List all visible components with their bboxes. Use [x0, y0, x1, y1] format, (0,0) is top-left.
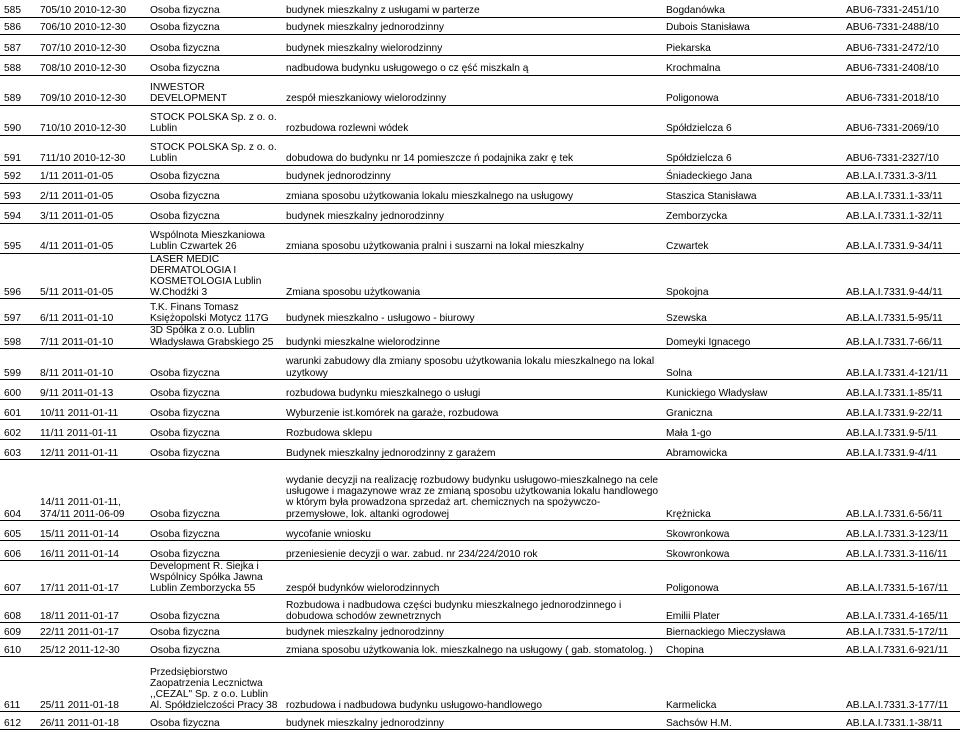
- case-reference-cell: AB.LA.I.7331.5-172/11: [842, 623, 960, 639]
- case-reference-cell: AB.LA.I.7331.1-33/11: [842, 183, 960, 203]
- location-cell: Czwartek: [662, 223, 842, 253]
- investor-cell: Development R. Siejka i Wspólnicy Spółka Jawna Lublin Zemborzycka 55: [146, 560, 282, 595]
- description-cell: budynek mieszkalny jednorodzinny: [282, 17, 662, 34]
- investor-cell: Osoba fizyczna: [146, 17, 282, 34]
- description-cell: budynek mieszkalny wielorodzinny: [282, 34, 662, 55]
- case-reference-cell: ABU6-7331-2488/10: [842, 17, 960, 34]
- description-cell: budynek jednorodzinny: [282, 165, 662, 183]
- case-reference-cell: AB.LA.I.7331.4-121/11: [842, 348, 960, 379]
- row-number-cell: 601: [0, 399, 36, 419]
- decision-number-cell: 17/11 2011-01-17: [36, 560, 146, 595]
- case-reference-cell: AB.LA.I.7331.6-921/11: [842, 639, 960, 657]
- case-reference-cell: AB.LA.I.7331.5-167/11: [842, 560, 960, 595]
- table-row: [0, 657, 960, 712]
- description-cell: rozbudowa budynku mieszkalnego o usługi: [282, 379, 662, 399]
- table-row: [0, 540, 960, 560]
- investor-cell: Osoba fizyczna: [146, 55, 282, 75]
- row-number-cell: 604: [0, 459, 36, 520]
- table-row: [0, 34, 960, 55]
- location-cell: Staszica Stanisława: [662, 183, 842, 203]
- row-number-cell: 608: [0, 595, 36, 623]
- row-number-cell: 596: [0, 253, 36, 299]
- investor-cell: 3D Spółka z o.o. Lublin Władysława Grabskiego 25: [146, 325, 282, 348]
- table-row: [0, 712, 960, 730]
- decision-number-cell: 710/10 2010-12-30: [36, 105, 146, 135]
- row-number-cell: 592: [0, 165, 36, 183]
- table-row: [0, 325, 960, 348]
- table-row: [0, 595, 960, 623]
- decision-number-cell: 18/11 2011-01-17: [36, 595, 146, 623]
- description-cell: nadbudowa budynku usługowego o cz ęść miszkaln ą: [282, 55, 662, 75]
- row-number-cell: 595: [0, 223, 36, 253]
- investor-cell: Osoba fizyczna: [146, 623, 282, 639]
- row-number-cell: 585: [0, 0, 36, 17]
- case-reference-cell: AB.LA.I.7331.9-5/11: [842, 419, 960, 439]
- case-reference-cell: AB.LA.I.7331.1-32/11: [842, 203, 960, 223]
- location-cell: Karmelicka: [662, 657, 842, 712]
- description-cell: Rozbudowa sklepu: [282, 419, 662, 439]
- row-number-cell: 598: [0, 325, 36, 348]
- row-number-cell: 599: [0, 348, 36, 379]
- case-reference-cell: AB.LA.I.7331.3-3/11: [842, 165, 960, 183]
- table-row: [0, 419, 960, 439]
- table-row: [0, 183, 960, 203]
- investor-cell: Osoba fizyczna: [146, 399, 282, 419]
- case-reference-cell: AB.LA.I.7331.3-177/11: [842, 657, 960, 712]
- description-cell: budynek mieszkalny jednorodzinny: [282, 623, 662, 639]
- investor-cell: Osoba fizyczna: [146, 540, 282, 560]
- description-cell: Budynek mieszkalny jednorodzinny z garażem: [282, 439, 662, 459]
- decision-number-cell: 711/10 2010-12-30: [36, 135, 146, 165]
- row-number-cell: 611: [0, 657, 36, 712]
- table-row: [0, 135, 960, 165]
- table-row: [0, 203, 960, 223]
- table-row: [0, 75, 960, 105]
- table-row: [0, 299, 960, 325]
- description-cell: rozbudowa rozlewni wódek: [282, 105, 662, 135]
- decision-number-cell: 1/11 2011-01-05: [36, 165, 146, 183]
- description-cell: rozbudowa i nadbudowa budynku usługowo-handlowego: [282, 657, 662, 712]
- decision-number-cell: 4/11 2011-01-05: [36, 223, 146, 253]
- location-cell: Spokojna: [662, 253, 842, 299]
- case-reference-cell: ABU6-7331-2018/10: [842, 75, 960, 105]
- investor-cell: LASER MEDIC DERMATOLOGIA I KOSMETOLOGIA Lublin W.Chodźki 3: [146, 253, 282, 299]
- table-row: [0, 399, 960, 419]
- investor-cell: Wspólnota Mieszkaniowa Lublin Czwartek 26: [146, 223, 282, 253]
- row-number-cell: 589: [0, 75, 36, 105]
- case-reference-cell: AB.LA.I.7331.9-22/11: [842, 399, 960, 419]
- investor-cell: Osoba fizyczna: [146, 183, 282, 203]
- row-number-cell: 593: [0, 183, 36, 203]
- case-reference-cell: AB.LA.I.7331.1-38/11: [842, 712, 960, 730]
- case-reference-cell: ABU6-7331-2451/10: [842, 0, 960, 17]
- row-number-cell: 607: [0, 560, 36, 595]
- case-reference-cell: AB.LA.I.7331.4-165/11: [842, 595, 960, 623]
- decision-number-cell: 25/11 2011-01-18: [36, 657, 146, 712]
- table-row: [0, 459, 960, 520]
- investor-cell: STOCK POLSKA Sp. z o. o. Lublin: [146, 105, 282, 135]
- investor-cell: Osoba fizyczna: [146, 379, 282, 399]
- decision-number-cell: 6/11 2011-01-10: [36, 299, 146, 325]
- description-cell: budynek mieszkalny jednorodzinny: [282, 203, 662, 223]
- row-number-cell: 609: [0, 623, 36, 639]
- description-cell: budynek mieszkalny z usługami w parterze: [282, 0, 662, 17]
- location-cell: Skowronkowa: [662, 540, 842, 560]
- location-cell: Poligonowa: [662, 75, 842, 105]
- case-reference-cell: ABU6-7331-2069/10: [842, 105, 960, 135]
- description-cell: zmiana sposobu użytkowania pralni i suszarni na lokal mieszkalny: [282, 223, 662, 253]
- case-reference-cell: ABU6-7331-2408/10: [842, 55, 960, 75]
- location-cell: Szewska: [662, 299, 842, 325]
- location-cell: Skowronkowa: [662, 520, 842, 540]
- case-reference-cell: AB.LA.I.7331.3-123/11: [842, 520, 960, 540]
- decision-number-cell: 15/11 2011-01-14: [36, 520, 146, 540]
- row-number-cell: 606: [0, 540, 36, 560]
- location-cell: Poligonowa: [662, 560, 842, 595]
- location-cell: Krężnicka: [662, 459, 842, 520]
- description-cell: budynek mieszkalny jednorodzinny: [282, 712, 662, 730]
- table-row: [0, 105, 960, 135]
- location-cell: Domeyki Ignacego: [662, 325, 842, 348]
- description-cell: budynki mieszkalne wielorodzinne: [282, 325, 662, 348]
- description-cell: zmiana sposobu użytkowania lokalu mieszkalnego na usługowy: [282, 183, 662, 203]
- case-reference-cell: AB.LA.I.7331.6-56/11: [842, 459, 960, 520]
- row-number-cell: 605: [0, 520, 36, 540]
- investor-cell: Osoba fizyczna: [146, 0, 282, 17]
- investor-cell: Osoba fizyczna: [146, 459, 282, 520]
- location-cell: Chopina: [662, 639, 842, 657]
- decision-number-cell: 12/11 2011-01-11: [36, 439, 146, 459]
- row-number-cell: 594: [0, 203, 36, 223]
- case-reference-cell: AB.LA.I.7331.1-85/11: [842, 379, 960, 399]
- description-cell: warunki zabudowy dla zmiany sposobu użytkowania lokalu mieszkalnego na lokal uzytkowy: [282, 348, 662, 379]
- table-row: [0, 223, 960, 253]
- investor-cell: Osoba fizyczna: [146, 439, 282, 459]
- location-cell: Krochmalna: [662, 55, 842, 75]
- description-cell: przeniesienie decyzji o war. zabud. nr 234/224/2010 rok: [282, 540, 662, 560]
- description-cell: zespół budynków wielorodzinnych: [282, 560, 662, 595]
- row-number-cell: 590: [0, 105, 36, 135]
- investor-cell: Osoba fizyczna: [146, 34, 282, 55]
- row-number-cell: 600: [0, 379, 36, 399]
- decision-number-cell: 7/11 2011-01-10: [36, 325, 146, 348]
- description-cell: wydanie decyzji na realizację rozbudowy budynku usługowo-mieszkalnego na cele usługowe i magazynowe wraz ze zmianą sposobu użytkowania lokalu handlowego w którym była prowadzona sprzedaż art. chemicznych na spożywczo-przemysłowe, lok. altanki ogrodowej: [282, 459, 662, 520]
- row-number-cell: 587: [0, 34, 36, 55]
- row-number-cell: 602: [0, 419, 36, 439]
- decision-number-cell: 2/11 2011-01-05: [36, 183, 146, 203]
- investor-cell: T.K. Finans Tomasz Księżopolski Motycz 117G: [146, 299, 282, 325]
- row-number-cell: 612: [0, 712, 36, 730]
- description-cell: wycofanie wniosku: [282, 520, 662, 540]
- decision-number-cell: 707/10 2010-12-30: [36, 34, 146, 55]
- row-number-cell: 591: [0, 135, 36, 165]
- description-cell: Rozbudowa i nadbudowa części budynku mieszkalnego jednorodzinnego i dobudowa schodów zewnetrznych: [282, 595, 662, 623]
- decision-number-cell: 10/11 2011-01-11: [36, 399, 146, 419]
- decision-number-cell: 3/11 2011-01-05: [36, 203, 146, 223]
- investor-cell: Osoba fizyczna: [146, 165, 282, 183]
- row-number-cell: 603: [0, 439, 36, 459]
- investor-cell: Przedsiębiorstwo Zaopatrzenia Lecznictwa ,,CEZAL" Sp. z o.o. Lublin Al. Spółdzielczości Pracy 38: [146, 657, 282, 712]
- case-reference-cell: AB.LA.I.7331.5-95/11: [842, 299, 960, 325]
- location-cell: Dubois Stanisława: [662, 17, 842, 34]
- table-row: [0, 560, 960, 595]
- decision-number-cell: 705/10 2010-12-30: [36, 0, 146, 17]
- location-cell: Bogdanówka: [662, 0, 842, 17]
- table-row: [0, 520, 960, 540]
- investor-cell: INWESTOR DEVELOPMENT: [146, 75, 282, 105]
- table-row: [0, 165, 960, 183]
- description-cell: Wyburzenie ist.komórek na garaże, rozbudowa: [282, 399, 662, 419]
- table-row: [0, 0, 960, 17]
- table-row: [0, 55, 960, 75]
- location-cell: Mała 1-go: [662, 419, 842, 439]
- location-cell: Spółdzielcza 6: [662, 135, 842, 165]
- table-row: [0, 253, 960, 299]
- decision-number-cell: 708/10 2010-12-30: [36, 55, 146, 75]
- table-row: [0, 348, 960, 379]
- case-reference-cell: AB.LA.I.7331.7-66/11: [842, 325, 960, 348]
- decision-number-cell: 8/11 2011-01-10: [36, 348, 146, 379]
- decision-number-cell: 709/10 2010-12-30: [36, 75, 146, 105]
- location-cell: Śniadeckiego Jana: [662, 165, 842, 183]
- investor-cell: Osoba fizyczna: [146, 639, 282, 657]
- decision-number-cell: 25/12 2011-12-30: [36, 639, 146, 657]
- location-cell: Zemborzycka: [662, 203, 842, 223]
- case-reference-cell: AB.LA.I.7331.9-34/11: [842, 223, 960, 253]
- table-row: [0, 379, 960, 399]
- table-row: [0, 439, 960, 459]
- table-row: [0, 17, 960, 34]
- investor-cell: Osoba fizyczna: [146, 419, 282, 439]
- description-cell: Zmiana sposobu użytkowania: [282, 253, 662, 299]
- investor-cell: Osoba fizyczna: [146, 203, 282, 223]
- decision-number-cell: 14/11 2011-01-11, 374/11 2011-06-09: [36, 459, 146, 520]
- row-number-cell: 588: [0, 55, 36, 75]
- description-cell: zmiana sposobu użytkowania lok. mieszkalnego na usługowy ( gab. stomatolog. ): [282, 639, 662, 657]
- case-reference-cell: AB.LA.I.7331.9-4/11: [842, 439, 960, 459]
- location-cell: Biernackiego Mieczysława: [662, 623, 842, 639]
- location-cell: Kunickiego Władysław: [662, 379, 842, 399]
- investor-cell: Osoba fizyczna: [146, 348, 282, 379]
- location-cell: Emilii Plater: [662, 595, 842, 623]
- description-cell: budynek mieszkalno - usługowo - biurowy: [282, 299, 662, 325]
- row-number-cell: 586: [0, 17, 36, 34]
- decision-number-cell: 706/10 2010-12-30: [36, 17, 146, 34]
- decision-number-cell: 5/11 2011-01-05: [36, 253, 146, 299]
- location-cell: Piekarska: [662, 34, 842, 55]
- location-cell: Graniczna: [662, 399, 842, 419]
- table-row: [0, 639, 960, 657]
- decision-number-cell: 9/11 2011-01-13: [36, 379, 146, 399]
- investor-cell: Osoba fizyczna: [146, 712, 282, 730]
- decision-number-cell: 26/11 2011-01-18: [36, 712, 146, 730]
- decision-number-cell: 11/11 2011-01-11: [36, 419, 146, 439]
- investor-cell: STOCK POLSKA Sp. z o. o. Lublin: [146, 135, 282, 165]
- table-row: [0, 623, 960, 639]
- location-cell: Spółdzielcza 6: [662, 105, 842, 135]
- case-reference-cell: AB.LA.I.7331.3-116/11: [842, 540, 960, 560]
- decision-number-cell: 16/11 2011-01-14: [36, 540, 146, 560]
- description-cell: zespół mieszkaniowy wielorodzinny: [282, 75, 662, 105]
- case-reference-cell: ABU6-7331-2472/10: [842, 34, 960, 55]
- investor-cell: Osoba fizyczna: [146, 595, 282, 623]
- case-reference-cell: AB.LA.I.7331.9-44/11: [842, 253, 960, 299]
- row-number-cell: 597: [0, 299, 36, 325]
- location-cell: Solna: [662, 348, 842, 379]
- investor-cell: Osoba fizyczna: [146, 520, 282, 540]
- location-cell: Sachsów H.M.: [662, 712, 842, 730]
- row-number-cell: 610: [0, 639, 36, 657]
- decision-number-cell: 22/11 2011-01-17: [36, 623, 146, 639]
- case-reference-cell: ABU6-7331-2327/10: [842, 135, 960, 165]
- location-cell: Abramowicka: [662, 439, 842, 459]
- description-cell: dobudowa do budynku nr 14 pomieszcze ń podajnika zakr ę tek: [282, 135, 662, 165]
